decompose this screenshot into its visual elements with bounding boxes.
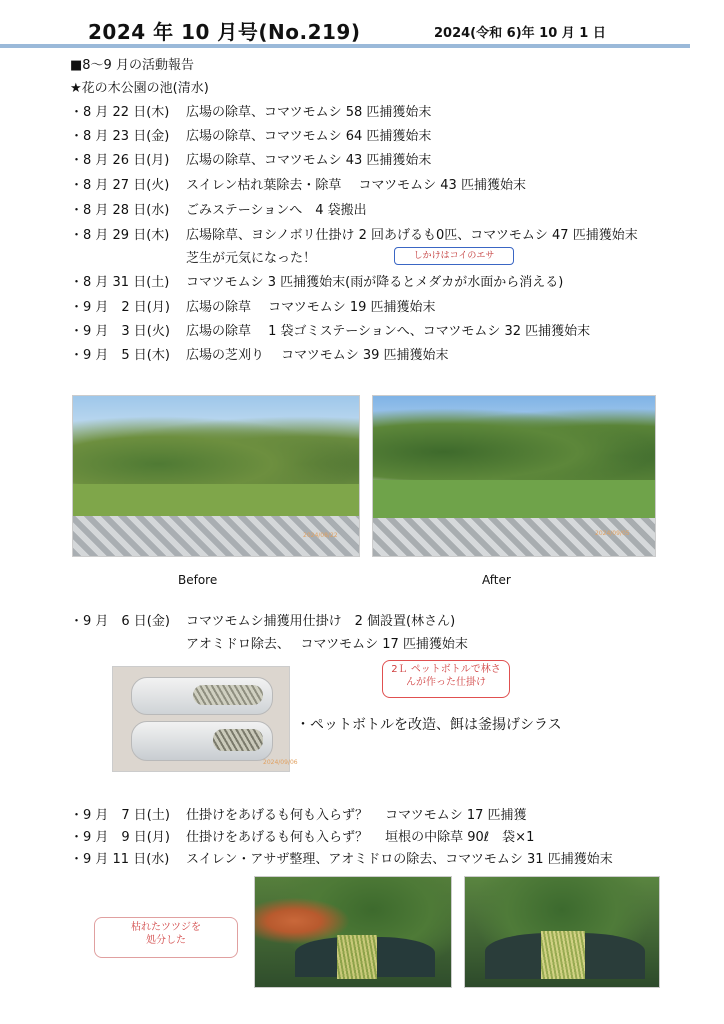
pond-photo-right <box>464 876 660 988</box>
entry-text: 広場の除草 コマツモムシ 19 匹捕獲始末 <box>186 300 436 315</box>
after-photo: 2024/09/05 <box>372 395 656 557</box>
section-title: ■8～9 月の活動報告 <box>70 58 194 73</box>
entry-text: 広場の除草 1 袋ゴミステーションへ、コマツモムシ 32 匹捕獲始末 <box>186 324 591 339</box>
after-caption: After <box>482 573 511 587</box>
entry-date: ・9 月 7 日(土) <box>70 808 170 823</box>
azalea-callout-line1: 枯れたツツジを <box>131 922 201 933</box>
report-entry <box>70 227 720 245</box>
entry-date: ・8 月 29 日(木) <box>70 228 170 243</box>
report-entry <box>70 347 710 365</box>
trap-callout <box>382 660 510 698</box>
entry-text: 広場除草、ヨシノボリ仕掛け 2 回あげるも0匹、コマツモムシ 47 匹捕獲始末 <box>186 228 638 243</box>
entry-date: ・9 月 9 日(月) <box>70 830 170 845</box>
report-entry <box>70 250 710 268</box>
entry-text: アオミドロ除去、 コマツモムシ 17 匹捕獲始末 <box>186 637 468 652</box>
entry-date: ・8 月 22 日(木) <box>70 105 170 120</box>
entry-text: 広場の除草、コマツモムシ 58 匹捕獲始末 <box>186 105 432 120</box>
entry-date: ・8 月 31 日(土) <box>70 275 170 290</box>
report-entry <box>70 128 710 146</box>
entry-date: ・9 月 6 日(金) <box>70 614 170 629</box>
pond-photo-left <box>254 876 452 988</box>
entry-text: 芝生が元気になった！ <box>186 251 317 266</box>
entry-text: 広場の除草、コマツモムシ 43 匹捕獲始末 <box>186 153 432 168</box>
entry-text: スイレン枯れ葉除去・除草 コマツモムシ 43 匹捕獲始末 <box>186 178 526 193</box>
entry-date: ・9 月 11 日(水) <box>70 852 170 867</box>
entry-date: ・9 月 3 日(火) <box>70 324 170 339</box>
issue-date: 2024(令和 6)年 10 月 1 日 <box>434 26 606 41</box>
location-heading: ★花の木公園の池(清水) <box>70 81 209 96</box>
report-entry <box>70 104 710 122</box>
entry-date: ・9 月 2 日(月) <box>70 300 170 315</box>
report-entry <box>70 636 710 654</box>
report-entry <box>70 274 710 292</box>
trap-note: ・ペットボトルを改造、餌は釜揚げシラス <box>296 717 562 733</box>
before-caption: Before <box>178 573 218 587</box>
report-entry <box>70 851 710 869</box>
entry-text: コマツモムシ 3 匹捕獲始末(雨が降るとメダカが水面から消える) <box>186 275 564 290</box>
header-rule <box>0 44 690 48</box>
entry-text: 仕掛けをあげるも何も入らず？ 垣根の中除草 90ℓ 袋×1 <box>186 830 535 845</box>
entry-date: ・8 月 28 日(水) <box>70 203 170 218</box>
entry-text: 仕掛けをあげるも何も入らず？ コマツモムシ 17 匹捕獲 <box>186 808 527 823</box>
entry-date: ・8 月 27 日(火) <box>70 178 170 193</box>
bait-callout: しかけはコイのエサ <box>394 247 514 265</box>
trap-photo: 2024/09/06 <box>112 666 290 772</box>
entry-text: 広場の除草、コマツモムシ 64 匹捕獲始末 <box>186 129 432 144</box>
entry-date: ・8 月 26 日(月) <box>70 153 170 168</box>
report-entry <box>70 299 710 317</box>
entry-text: コマツモムシ捕獲用仕掛け 2 個設置(林さん) <box>186 614 456 629</box>
before-photo: 2024/08/22 <box>72 395 360 557</box>
report-entry <box>70 323 710 341</box>
azalea-callout-line2: 処分した <box>146 935 186 946</box>
report-entry <box>70 152 710 170</box>
entry-date: ・9 月 5 日(木) <box>70 348 170 363</box>
entry-text: スイレン・アサザ整理、アオミドロの除去、コマツモムシ 31 匹捕獲始末 <box>186 852 613 867</box>
report-entry <box>70 177 710 195</box>
entry-text: 広場の芝刈り コマツモムシ 39 匹捕獲始末 <box>186 348 449 363</box>
newsletter-title: 2024 年 10 月号(No.219) <box>88 20 361 44</box>
report-entry <box>70 613 710 631</box>
trap-callout-line1: 2Ｌ ペットボトルで林さ <box>391 664 501 675</box>
entry-date: ・8 月 23 日(金) <box>70 129 170 144</box>
azalea-callout <box>94 917 238 958</box>
trap-callout-line2: んが作った仕掛け <box>406 677 486 688</box>
entry-text: ごみステーションへ 4 袋搬出 <box>186 203 367 218</box>
report-entry <box>70 829 710 847</box>
report-entry <box>70 807 710 825</box>
report-entry <box>70 202 710 220</box>
